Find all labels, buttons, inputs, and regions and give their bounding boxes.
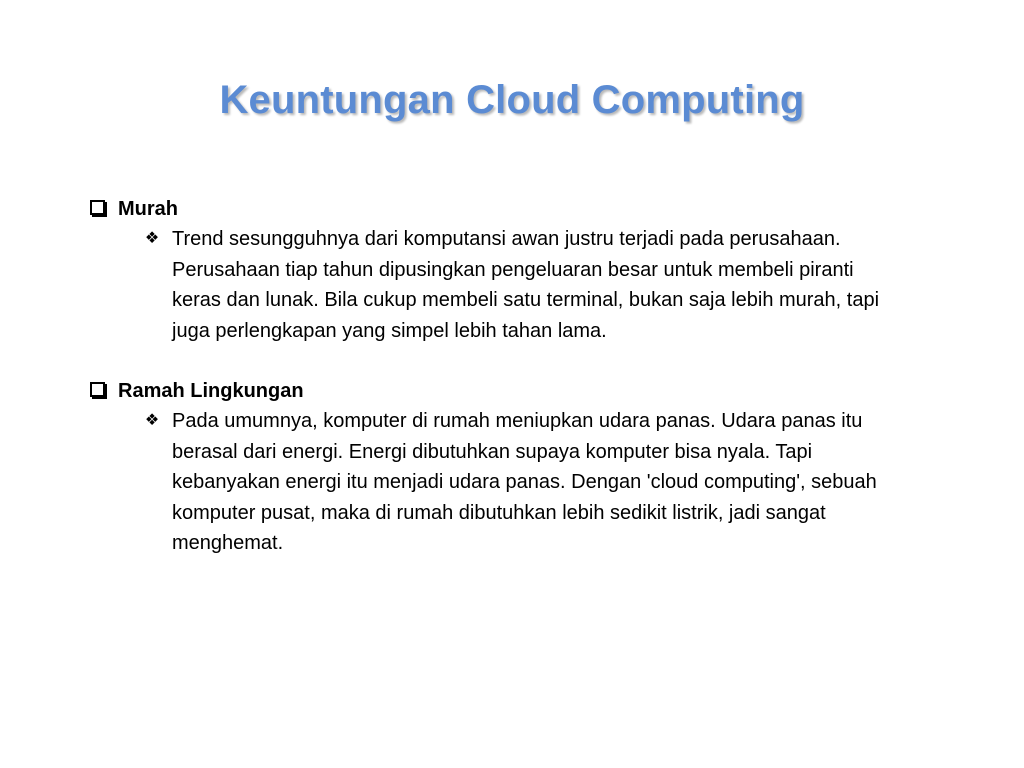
- checkbox-square-icon: [90, 382, 105, 397]
- bullet-paragraph: [140, 406, 918, 559]
- four-diamond-icon: ❖: [144, 412, 160, 429]
- bullet-heading: [88, 194, 918, 224]
- paragraph-text: Trend sesungguhnya dari komputansi awan justru terjadi pada perusahaan. Perusahaan tiap tahun dipusingkan pengeluaran besar untuk membeli piranti keras dan lunak. Bila cukup membeli satu terminal, bukan saja lebih murah, tapi juga perlengkapan yang simpel lebih tahan lama.: [172, 228, 880, 342]
- section-murah: [88, 194, 918, 346]
- heading-text: Ramah Lingkungan: [118, 380, 304, 402]
- paragraph-text: Pada umumnya, komputer di rumah meniupkan udara panas. Udara panas itu berasal dari energi. Energi dibutuhkan supaya komputer bisa nyala. Tapi kebanyakan energi itu menjadi udara panas. Dengan 'cloud computing', sebuah komputer pusat, maka di rumah dibutuhkan lebih sedikit listrik, jadi sangat menghemat.: [172, 410, 877, 554]
- section-ramah-lingkungan: [88, 376, 918, 559]
- heading-text: Murah: [118, 198, 178, 220]
- bullet-paragraph: [140, 224, 918, 346]
- checkbox-square-icon: [90, 200, 105, 215]
- slide-title: Keuntungan Cloud Computing: [219, 78, 805, 122]
- bullet-heading: [88, 376, 918, 406]
- four-diamond-icon: ❖: [144, 230, 160, 247]
- slide-content: [88, 194, 918, 589]
